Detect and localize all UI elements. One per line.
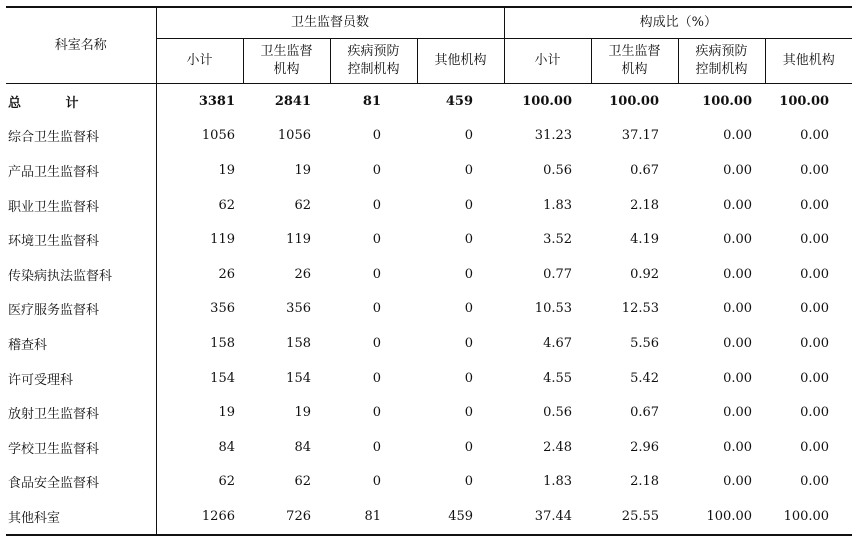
row-room-name xyxy=(6,465,156,500)
header-subcol-line2: 控制机构 xyxy=(695,62,748,77)
row-room-name-text: 总 计 xyxy=(8,95,99,111)
row-value-col-1: 84 xyxy=(218,439,235,455)
row-value-col-3: 0 xyxy=(372,335,381,351)
row-room-name xyxy=(6,292,156,327)
row-room-name-text: 产品卫生监督科 xyxy=(8,164,100,180)
header-subcol-6 xyxy=(591,39,678,84)
row-value-col-7: 100.00 xyxy=(702,93,753,109)
row-value-col-2: 1056 xyxy=(277,128,311,144)
row-room-name-text: 传染病执法监督科 xyxy=(8,268,113,284)
row-value-col-7: 0.00 xyxy=(723,370,753,386)
row-value-col-4: 0 xyxy=(464,474,474,490)
row-value-col-3: 0 xyxy=(372,439,381,455)
row-value-col-1: 19 xyxy=(218,405,235,421)
row-value-col-4: 0 xyxy=(464,162,474,178)
row-value-col-2: 62 xyxy=(294,197,311,213)
table-row xyxy=(6,153,852,188)
row-value-col-4: 0 xyxy=(464,370,474,386)
header-subcol-line1: 小计 xyxy=(534,53,561,68)
row-room-name-text: 环境卫生监督科 xyxy=(8,234,100,250)
row-value-col-3: 0 xyxy=(372,266,381,282)
row-room-name-text: 放射卫生监督科 xyxy=(8,407,100,423)
row-value-col-7: 100.00 xyxy=(678,499,765,535)
row-room-name-text: 食品安全监督科 xyxy=(8,476,100,492)
row-value-col-7: 0.00 xyxy=(723,128,753,144)
row-value-col-4: 0 xyxy=(464,439,474,455)
row-value-col-8: 0.00 xyxy=(800,232,830,248)
row-value-col-6: 0.67 xyxy=(630,162,660,178)
header-subcol-line1: 卫生监督 xyxy=(608,44,661,59)
row-value-col-6: 2.18 xyxy=(630,474,660,490)
row-value-col-1: 1056 xyxy=(201,128,235,144)
header-subcol-line1: 其他机构 xyxy=(782,53,835,68)
header-row-groups xyxy=(6,7,852,39)
row-value-col-5: 100.00 xyxy=(522,93,573,109)
header-subcol-line1: 小计 xyxy=(186,53,213,68)
row-value-col-5: 0.56 xyxy=(543,405,573,421)
row-value-col-6: 0.67 xyxy=(630,405,660,421)
header-subcol-line1: 疾病预防 xyxy=(347,44,400,59)
row-value-col-5: 10.53 xyxy=(534,301,573,317)
row-room-name xyxy=(6,84,156,119)
row-value-col-2: 2841 xyxy=(274,93,311,109)
supervisor-statistics-table xyxy=(6,6,852,536)
header-subcol-3 xyxy=(330,39,417,84)
row-value-col-7: 0.00 xyxy=(723,405,753,421)
row-value-col-7: 0.00 xyxy=(723,439,753,455)
row-room-name-text: 综合卫生监督科 xyxy=(8,130,100,146)
row-value-col-1: 154 xyxy=(210,370,235,386)
row-value-col-5: 31.23 xyxy=(534,128,573,144)
header-subcol-8 xyxy=(765,39,852,84)
row-value-col-2: 119 xyxy=(286,232,311,248)
row-value-col-3: 0 xyxy=(372,197,381,213)
row-value-col-3: 0 xyxy=(372,232,381,248)
header-subcol-line1: 卫生监督 xyxy=(260,44,313,59)
row-value-col-1: 119 xyxy=(210,232,235,248)
row-value-col-2: 26 xyxy=(294,266,311,282)
table-row xyxy=(6,119,852,154)
row-room-name xyxy=(6,361,156,396)
row-value-col-6: 2.18 xyxy=(630,197,660,213)
row-room-name-text: 其他科室 xyxy=(8,510,61,526)
row-value-col-8: 0.00 xyxy=(800,162,830,178)
row-value-col-1: 19 xyxy=(218,162,235,178)
row-room-name-text: 医疗服务监督科 xyxy=(8,303,100,319)
table-row xyxy=(6,326,852,361)
header-subcol-5 xyxy=(504,39,591,84)
row-value-col-5: 0.77 xyxy=(543,266,573,282)
row-value-col-3: 0 xyxy=(372,301,381,317)
row-value-col-7: 0.00 xyxy=(723,162,753,178)
row-room-name xyxy=(6,326,156,361)
row-value-col-2: 19 xyxy=(294,162,311,178)
row-value-col-2: 154 xyxy=(286,370,311,386)
row-value-col-6: 4.19 xyxy=(630,232,660,248)
row-value-col-4: 0 xyxy=(464,197,474,213)
row-value-col-6: 5.42 xyxy=(630,370,660,386)
row-room-name-text: 稽查科 xyxy=(8,337,48,353)
header-group-supervisor-count: 卫生监督员数 xyxy=(156,7,504,39)
row-value-col-1: 356 xyxy=(210,301,235,317)
row-value-col-8: 0.00 xyxy=(800,439,830,455)
header-subcol-7 xyxy=(678,39,765,84)
row-value-col-8: 0.00 xyxy=(800,405,830,421)
row-value-col-6: 2.96 xyxy=(630,439,660,455)
table-row xyxy=(6,222,852,257)
header-room-name: 科室名称 xyxy=(6,7,156,84)
row-value-col-8: 0.00 xyxy=(800,335,830,351)
row-value-col-8: 0.00 xyxy=(800,301,830,317)
row-value-col-7: 0.00 xyxy=(723,474,753,490)
header-subcol-4 xyxy=(417,39,504,84)
row-room-name xyxy=(6,222,156,257)
row-value-col-3: 0 xyxy=(372,128,381,144)
row-value-col-5: 3.52 xyxy=(543,232,573,248)
row-room-name xyxy=(6,257,156,292)
row-value-col-7: 0.00 xyxy=(723,301,753,317)
row-value-col-5: 1.83 xyxy=(543,197,573,213)
row-value-col-8: 100.00 xyxy=(765,499,852,535)
row-room-name-text: 学校卫生监督科 xyxy=(8,441,100,457)
row-value-col-2: 19 xyxy=(294,405,311,421)
row-value-col-2: 726 xyxy=(243,499,330,535)
row-value-col-2: 62 xyxy=(294,474,311,490)
row-room-name xyxy=(6,119,156,154)
row-value-col-6: 25.55 xyxy=(591,499,678,535)
row-room-name-text: 许可受理科 xyxy=(8,372,74,388)
row-value-col-5: 37.44 xyxy=(504,499,591,535)
table-row xyxy=(6,430,852,465)
row-value-col-4: 0 xyxy=(464,232,474,248)
row-value-col-2: 158 xyxy=(286,335,311,351)
row-value-col-3: 0 xyxy=(372,162,381,178)
row-value-col-4: 0 xyxy=(464,405,474,421)
row-value-col-8: 0.00 xyxy=(800,197,830,213)
table-row xyxy=(6,257,852,292)
table-row xyxy=(6,465,852,500)
row-value-col-2: 356 xyxy=(286,301,311,317)
row-value-col-3: 0 xyxy=(372,370,381,386)
row-value-col-4: 459 xyxy=(445,93,474,109)
row-room-name xyxy=(6,153,156,188)
row-value-col-1: 62 xyxy=(218,474,235,490)
row-value-col-4: 0 xyxy=(464,335,474,351)
row-value-col-7: 0.00 xyxy=(723,335,753,351)
row-room-name xyxy=(6,499,156,535)
row-value-col-1: 3381 xyxy=(198,93,235,109)
row-value-col-6: 12.53 xyxy=(621,301,660,317)
row-room-name xyxy=(6,395,156,430)
row-value-col-4: 0 xyxy=(464,266,474,282)
row-value-col-7: 0.00 xyxy=(723,266,753,282)
row-value-col-5: 4.55 xyxy=(543,370,573,386)
header-subcol-1 xyxy=(156,39,243,84)
row-value-col-8: 0.00 xyxy=(800,128,830,144)
row-value-col-8: 100.00 xyxy=(779,93,830,109)
row-value-col-3: 81 xyxy=(330,499,417,535)
row-value-col-3: 0 xyxy=(372,405,381,421)
row-room-name-text: 职业卫生监督科 xyxy=(8,199,100,215)
header-subcol-2 xyxy=(243,39,330,84)
row-value-col-6: 37.17 xyxy=(621,128,660,144)
row-value-col-5: 2.48 xyxy=(543,439,573,455)
row-value-col-3: 81 xyxy=(362,93,381,109)
header-group-composition-ratio: 构成比（%） xyxy=(504,7,852,39)
statistics-table-container xyxy=(6,6,852,536)
header-subcol-line1: 疾病预防 xyxy=(695,44,748,59)
row-value-col-7: 0.00 xyxy=(723,197,753,213)
row-value-col-6: 0.92 xyxy=(630,266,660,282)
header-subcol-line2: 控制机构 xyxy=(347,62,400,77)
row-value-col-8: 0.00 xyxy=(800,370,830,386)
row-value-col-8: 0.00 xyxy=(800,474,830,490)
row-room-name xyxy=(6,188,156,223)
table-row-total xyxy=(6,84,852,119)
row-value-col-8: 0.00 xyxy=(800,266,830,282)
row-value-col-1: 1266 xyxy=(156,499,243,535)
table-row xyxy=(6,499,852,535)
row-value-col-4: 0 xyxy=(464,301,474,317)
header-subcol-line2: 机构 xyxy=(273,62,300,77)
table-row xyxy=(6,395,852,430)
row-value-col-1: 62 xyxy=(218,197,235,213)
header-subcol-line2: 机构 xyxy=(621,62,648,77)
row-value-col-6: 5.56 xyxy=(630,335,660,351)
table-row xyxy=(6,292,852,327)
row-room-name xyxy=(6,430,156,465)
table-row xyxy=(6,188,852,223)
row-value-col-4: 0 xyxy=(464,128,474,144)
table-body xyxy=(6,84,852,535)
row-value-col-5: 4.67 xyxy=(543,335,573,351)
row-value-col-1: 158 xyxy=(210,335,235,351)
table-header xyxy=(6,7,852,84)
row-value-col-5: 1.83 xyxy=(543,474,573,490)
row-value-col-1: 26 xyxy=(218,266,235,282)
row-value-col-7: 0.00 xyxy=(723,232,753,248)
table-row xyxy=(6,361,852,396)
row-value-col-6: 100.00 xyxy=(609,93,660,109)
row-value-col-3: 0 xyxy=(372,474,381,490)
row-value-col-5: 0.56 xyxy=(543,162,573,178)
header-subcol-line1: 其他机构 xyxy=(434,53,487,68)
row-value-col-2: 84 xyxy=(294,439,311,455)
row-value-col-4: 459 xyxy=(417,499,504,535)
